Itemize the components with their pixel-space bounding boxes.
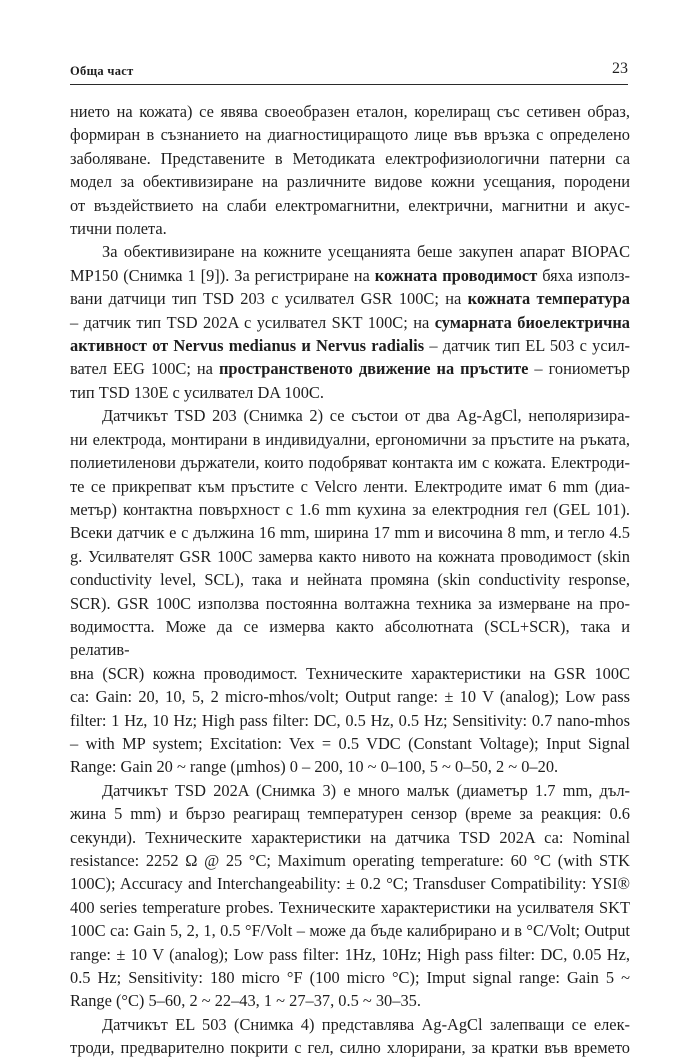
text-line: секунди). Техническите характеристики на датчика TSD 202A са: Nominal <box>70 827 630 847</box>
text-line <box>70 264 630 287</box>
text-line: троди, предварително покрити с гел, силно хлорирани, за кратки във времето <box>70 1038 630 1058</box>
text-line: g. Усилвателят GSR 100C замерва както нивото на кожната проводимост (skin <box>70 546 630 566</box>
text-run: – гониометър <box>528 359 630 379</box>
text-line: водимостта. Може да се измерва както абсолютната (SCL+SCR), така и релатив- <box>70 616 630 660</box>
bold-term: сумарната биоелектрична <box>434 312 630 332</box>
text-line: Всеки датчик е с дължина 16 mm, ширина 17 mm и височина 8 mm, и тегло 4.5 <box>70 523 630 543</box>
text-line <box>70 357 630 380</box>
text-run: вател EEG 100C; на <box>70 359 219 379</box>
text-line: модел за обективизиране на различните видове кожни усещания, породени <box>70 172 630 192</box>
text-line: Датчикът TSD 202A (Снимка 3) е много малък (диаметър 1.7 mm, дъл- <box>102 780 630 800</box>
text-line: За обективизиране на кожните усещанията беше закупен апарат BIOPAC <box>102 242 630 262</box>
text-run: – датчик тип EL 503 с усил- <box>424 336 631 356</box>
text-line: conductivity level, SCL), така и нейната промяна (skin conductivity response, <box>70 570 630 590</box>
text-line: Датчикът EL 503 (Снимка 4) представлява Ag-AgCl залепващи се елек- <box>102 1014 630 1034</box>
text-line: 0.5 Hz; Sensitivity: 180 micro °F (100 micro °C); Imput signal range: Gain 5 ~ <box>70 968 630 988</box>
text-line: Range: Gain 20 ~ range (μmhos) 0 – 200, 10 ~ 0–100, 5 ~ 0–50, 2 ~ 0–20. <box>70 757 559 777</box>
text-line: 100C); Accuracy and Interchangeability: ± 0.2 °C; Transduser Compatibility: YSI® <box>70 874 630 894</box>
text-run: MP150 (Снимка 1 [9]). За регистриране на <box>70 265 375 285</box>
text-line: тични полета. <box>70 219 167 239</box>
body-text <box>70 100 630 1060</box>
text-line: range: ± 10 V (analog); Low pass filter: 1Hz, 10Hz; High pass filter: DC, 0.05 Hz, <box>70 944 630 964</box>
text-line: SCR). GSR 100C използва постоянна волтажна техника за измерване на про- <box>70 593 630 613</box>
text-line: 400 series temperature probes. Техническите характеристики на усилвателя SKT <box>70 897 630 917</box>
text-line: полиетиленови държатели, които подобряват контакта им с кожата. Електроди- <box>70 453 630 473</box>
text-line <box>70 287 630 310</box>
text-line: – with MP system; Excitation: Vex = 0.5 VDC (Constant Voltage); Input Signal <box>70 733 630 753</box>
text-line: тип TSD 130E с усилвател DA 100C. <box>70 382 324 402</box>
text-run: бяха използ- <box>537 265 630 285</box>
text-line: Датчикът TSD 203 (Снимка 2) се състои от два Ag-AgCl, неполяризира- <box>102 406 630 426</box>
text-line: вна (SCR) кожна проводимост. Техническите характеристики на GSR 100C <box>70 663 630 683</box>
section-title: Обща част <box>70 64 134 78</box>
bold-term: активност от Nervus medianus и Nervus radialis <box>70 336 425 356</box>
text-line: Range (°C) 5–60, 2 ~ 22–43, 1 ~ 27–37, 0.5 ~ 30–35. <box>70 991 421 1011</box>
text-line: са: Gain: 20, 10, 5, 2 micro-mhos/volt; Output range: ± 10 V (analog); Low pass <box>70 687 630 707</box>
text-line: нието на кожата) се явява своеобразен еталон, корелиращ със сетивен образ, <box>70 102 630 121</box>
paragraph <box>70 404 630 779</box>
text-run: вани датчици тип TSD 203 с усилвател GSR 100C; на <box>70 289 468 309</box>
running-header <box>70 58 628 85</box>
text-line <box>70 334 630 357</box>
text-line: ни електрода, монтирани в индивидуални, ергономични за пръстите на ръката, <box>70 429 630 449</box>
paragraph <box>70 779 630 1013</box>
text-run: – датчик тип TSD 202A с усилвател SKT 100C; на <box>70 312 435 332</box>
bold-term: пространственото движение на пръстите <box>218 359 529 379</box>
text-line: метър) контактна повърхност с 1.6 mm кухина за електродния гел (GEL 101). <box>70 499 630 519</box>
bold-term: кожната проводимост <box>374 265 538 285</box>
paragraph <box>70 240 630 404</box>
text-line: 100C са: Gain 5, 2, 1, 0.5 °F/Volt – може да бъде калибрирано и в °C/Volt; Output <box>70 921 630 941</box>
text-line: заболяване. Представените в Методиката електрофизиологични патерни са <box>70 148 630 168</box>
page-number: 23 <box>612 60 628 77</box>
paragraph <box>70 100 630 240</box>
text-line: resistance: 2252 Ω @ 25 °C; Maximum operating temperature: 60 °C (with STK <box>70 851 630 870</box>
text-line: filter: 1 Hz, 10 Hz; High pass filter: DC, 0.5 Hz, 0.5 Hz; Sensitivity: 0.7 nano-mhos <box>70 710 630 730</box>
paragraph <box>70 1013 630 1060</box>
text-line: те се прикрепват към пръстите с Velcro ленти. Електродите имат 6 mm (диа- <box>70 476 630 496</box>
text-line: жина 5 mm) и бързо реагиращ температурен сензор (време за реакция: 0.6 <box>70 804 630 824</box>
bold-term: кожната температура <box>467 289 630 309</box>
text-line <box>70 311 630 334</box>
text-line: от въздействието на слаби електромагнитни, електрични, магнитни и акус- <box>70 195 630 215</box>
text-line: формиран в съзнанието на диагностициращото лице във връзка с определено <box>70 125 630 145</box>
